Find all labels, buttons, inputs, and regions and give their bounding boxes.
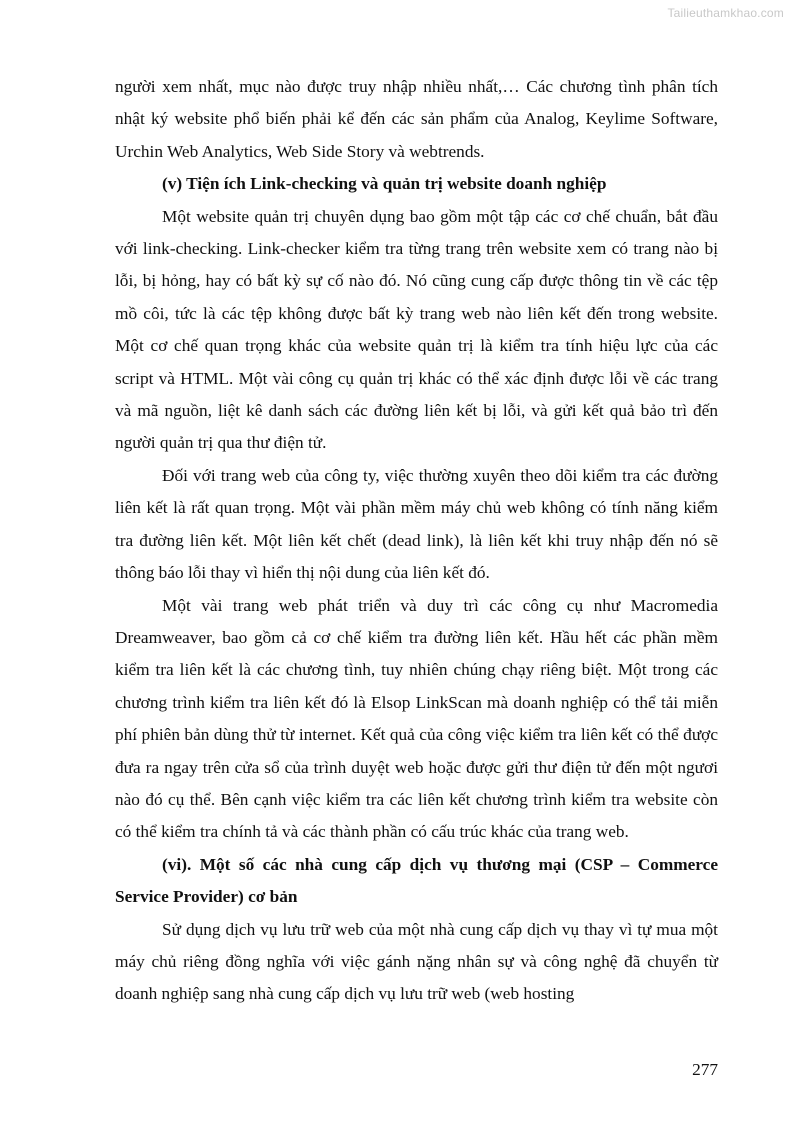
page-body	[115, 71, 718, 1011]
watermark-text: Tailieuthamkhao.com	[667, 6, 784, 20]
paragraph-company-links: Đối với trang web của công ty, việc thường xuyên theo dõi kiểm tra các đường liên kết là rất quan trọng. Một vài phần mềm máy chủ web không có tính năng kiểm tra đường liên kết. Một liên kết chết (dead link), là liên kết khi truy nhập đến nó sẽ thông báo lỗi thay vì hiển thị nội dung của liên kết đó.	[115, 465, 718, 583]
paragraph-continuation: người xem nhất, mục nào được truy nhập nhiều nhất,… Các chương tình phân tích nhật ký website phổ biến phải kể đến các sản phẩm của Analog, Keylime Software, Urchin Web Analytics, Web Side Story và webtrends.	[115, 77, 718, 161]
paragraph-link-checker: Một website quản trị chuyên dụng bao gồm một tập các cơ chế chuẩn, bắt đầu với link-checking. Link-checker kiểm tra từng trang trên website xem có trang nào bị lỗi, bị hỏng, hay có bất kỳ sự cố nào đó. Nó cũng cung cấp được thông tin về các tệp mồ côi, tức là các tệp không được bất kỳ trang web nào liên kết đến trong website. Một cơ chế quan trọng khác của website quản trị là kiểm tra tính hiệu lực của các script và HTML. Một vài công cụ quản trị khác có thể xác định được lỗi về các trang và mã nguồn, liệt kê danh sách các đường liên kết bị lỗi, và gửi kết quả bảo trì đến người quản trị qua thư điện tử.	[115, 206, 718, 453]
page-number: 277	[692, 1060, 718, 1079]
section-heading-vi: (vi). Một số các nhà cung cấp dịch vụ thương mại (CSP – Commerce Service Provider) cơ bản	[115, 854, 718, 907]
paragraph-hosting: Sử dụng dịch vụ lưu trữ web của một nhà cung cấp dịch vụ thay vì tự mua một máy chủ riêng đồng nghĩa với việc gánh nặng nhân sự và công nghệ đã chuyển từ doanh nghiệp sang nhà cung cấp dịch vụ lưu trữ web (web hosting	[115, 919, 718, 1004]
section-heading-v: (v) Tiện ích Link-checking và quản trị website doanh nghiệp	[162, 174, 607, 194]
paragraph-tools: Một vài trang web phát triển và duy trì các công cụ như Macromedia Dreamweaver, bao gồm cả cơ chế kiểm tra đường liên kết. Hầu hết các phần mềm kiểm tra liên kết là các chương tình, tuy nhiên chúng chạy riêng biệt. Một trong các chương trình kiểm tra liên kết đó là Elsop LinkScan mà doanh nghiệp có thể tải miễn phí phiên bản dùng thử từ internet. Kết quả của công việc kiểm tra liên kết có thể được đưa ra ngay trên cửa sổ của trình duyệt web hoặc được gửi thư điện tử đến một ngươi nào đó cụ thể. Bên cạnh việc kiểm tra các liên kết chương trình kiểm tra website còn có thể kiểm tra chính tả và các thành phần có cấu trúc khác của trang web.	[115, 595, 718, 842]
